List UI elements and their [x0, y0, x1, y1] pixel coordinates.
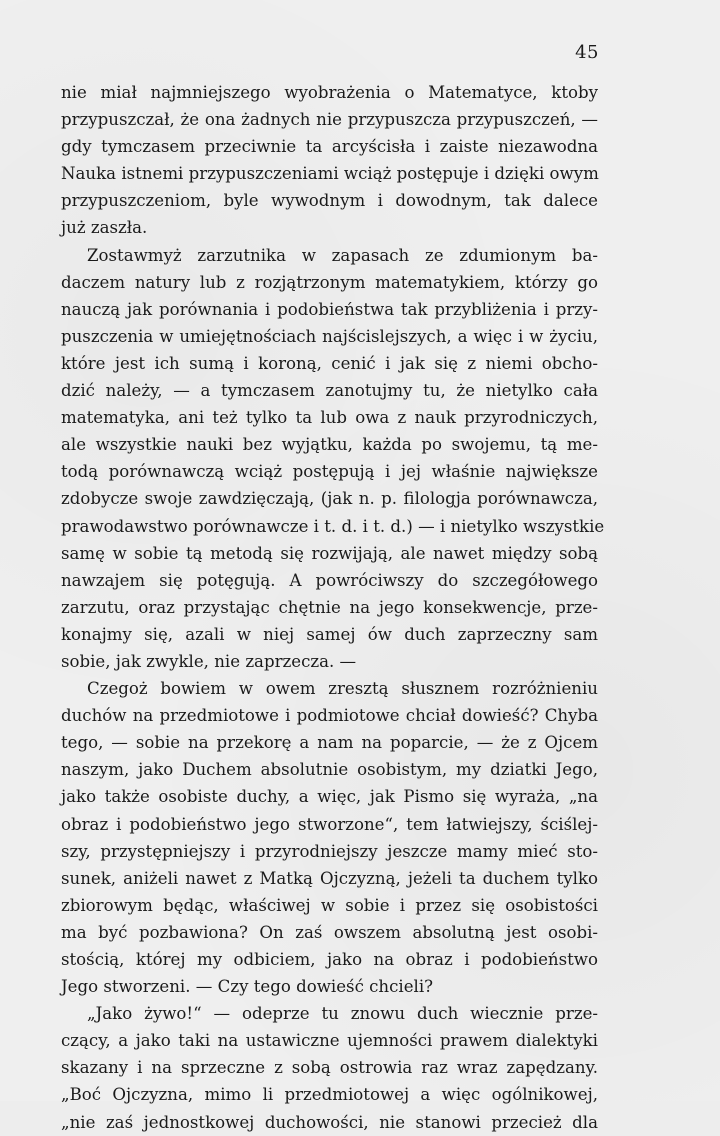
- text-line: obraz i podobieństwo jego stworzone“, tem łatwiejszy, ściślej-: [61, 814, 598, 834]
- text-line: puszczenia w umiejętnościach najścislejszych, a więc i w życiu,: [61, 326, 598, 346]
- text-line: tego, — sobie na przekorę a nam na poparcie, — że z Ojcem: [61, 733, 598, 753]
- text-line: Jego stworzeni. — Czy tego dowieść chcieli?: [61, 977, 434, 997]
- text-line: stością, której my odbiciem, jako na obraz i podobieństwo: [61, 950, 598, 969]
- text-line: nawzajem się potęgują. A powróciwszy do szczegółowego: [61, 570, 598, 590]
- text-line: konajmy się, azali w niej samej ów duch zaprzeczny sam: [61, 624, 598, 644]
- text-line: skazany i na sprzeczne z sobą ostrowia raz wraz zapędzany.: [61, 1058, 598, 1078]
- text-line: już zaszła.: [61, 218, 148, 238]
- text-line: nie miał najmniejszego wyobrażenia o Matematyce, ktoby: [61, 83, 598, 102]
- text-line: todą porównawczą wciąż postępują i jej właśnie największe: [61, 462, 598, 482]
- page-number: 45: [575, 42, 599, 63]
- text-line: dzić należy, — a tymczasem zanotujmy tu, że nietylko cała: [61, 381, 598, 401]
- text-line: szy, przystępniejszy i przyrodniejszy jeszcze mamy mieć sto-: [61, 841, 598, 861]
- text-line: czący, a jako taki na ustawiczne ujemności prawem dialektyki: [61, 1031, 598, 1051]
- text-line: nauczą jak porównania i podobieństwa tak przybliżenia i przy-: [61, 299, 598, 319]
- text-line: Czegoż bowiem w owem zresztą słusznem rozróżnieniu: [87, 679, 598, 699]
- text-line: jako także osobiste duchy, a więc, jak Pismo się wyraża, „na: [61, 787, 598, 807]
- text-line: samę w sobie tą metodą się rozwijają, ale nawet między sobą: [61, 543, 598, 563]
- text-line: „Jako żywo!“ — odeprze tu znowu duch wiecznie prze-: [87, 1004, 598, 1024]
- text-line: „nie zaś jednostkowej duchowości, nie stanowi przecież dla: [61, 1112, 598, 1132]
- text-line: zarzutu, oraz przystając chętnie na jego konsekwencje, prze-: [61, 597, 598, 617]
- text-line: zbiorowym będąc, właściwej w sobie i przez się osobistości: [61, 895, 598, 915]
- text-line: matematyka, ani też tylko ta lub owa z nauk przyrodniczych,: [61, 408, 598, 428]
- text-line: sunek, aniżeli nawet z Matką Ojczyzną, jeżeli ta duchem tylko: [61, 868, 598, 888]
- text-line: prawodawstwo porównawcze i t. d. i t. d.) — i nietylko wszystkie: [61, 516, 605, 536]
- text-line: gdy tymczasem przeciwnie ta arcyścisła i zaiste niezawodna: [61, 137, 598, 157]
- text-line: ma być pozbawiona? On zaś owszem absolutną jest osobi-: [61, 922, 598, 942]
- text-line: „Boć Ojczyzna, mimo li przedmiotowej a więc ogólnikowej,: [61, 1085, 598, 1105]
- text-line: przypuszczeniom, byle wywodnym i dowodnym, tak dalece: [61, 191, 598, 211]
- text-line: które jest ich sumą i koroną, cenić i jak się z niemi obcho-: [61, 353, 598, 373]
- text-line: daczem natury lub z rozjątrzonym matematykiem, którzy go: [61, 272, 598, 292]
- body-text: [61, 79, 605, 1136]
- text-line: duchów na przedmiotowe i podmiotowe chciał dowieść? Chyba: [61, 706, 598, 726]
- text-line: zdobycze swoje zawdzięczają, (jak n. p. filologja porównawcza,: [61, 489, 598, 509]
- text-line: ale wszystkie nauki bez wyjątku, każda po swojemu, tą me-: [61, 435, 598, 455]
- text-line: Nauka istnemi przypuszczeniami wciąż postępuje i dzięki owym: [61, 164, 599, 184]
- text-line: naszym, jako Duchem absolutnie osobistym, my dziatki Jego,: [61, 760, 598, 780]
- text-line: przypuszczał, że ona żadnych nie przypuszcza przypuszczeń, —: [61, 110, 598, 130]
- text-line: sobie, jak zwykle, nie zaprzecza. —: [61, 651, 357, 671]
- text-line: Zostawmyż zarzutnika w zapasach ze zdumionym ba-: [87, 245, 598, 265]
